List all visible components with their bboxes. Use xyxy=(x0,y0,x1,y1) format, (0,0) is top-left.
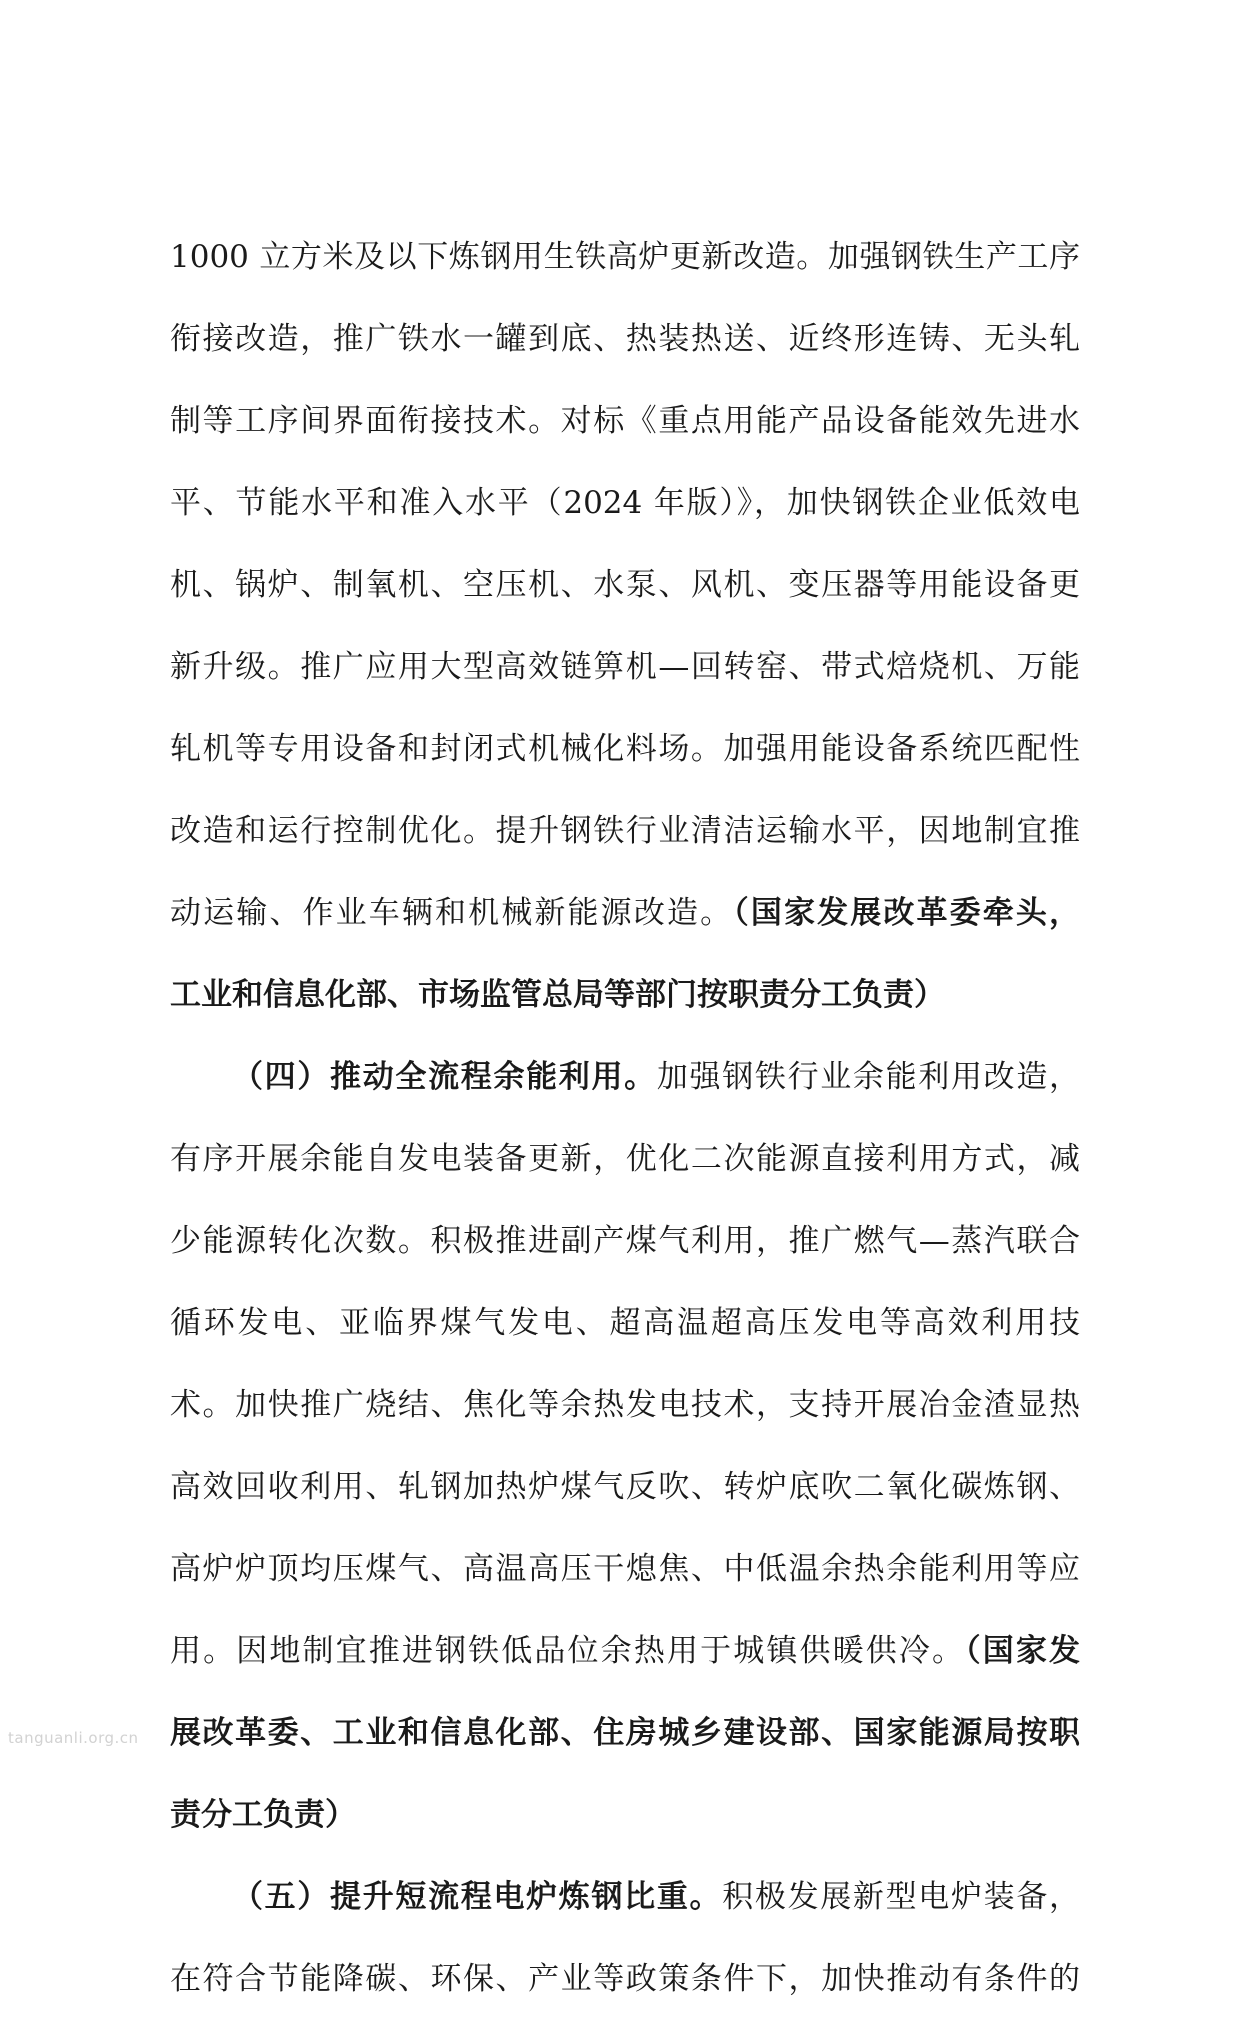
section-heading: （五）提升短流程电炉炼钢比重。 xyxy=(232,1879,723,1915)
text-line: 术。加快推广烧结、焦化等余热发电技术，支持开展冶金渣显热 xyxy=(170,1387,1080,1423)
text-line: 轧机等专用设备和封闭式机械化料场。加强用能设备系统匹配性 xyxy=(170,731,1080,767)
section-heading: （四）推动全流程余能利用。 xyxy=(232,1059,657,1095)
text-line: 新升级。推广应用大型高效链箅机—回转窑、带式焙烧机、万能 xyxy=(170,649,1080,685)
watermark-text: tanguanli.org.cn xyxy=(8,1729,139,1747)
text-line: 衔接改造，推广铁水一罐到底、热装热送、近终形连铸、无头轧 xyxy=(170,321,1080,357)
text-line xyxy=(170,872,1080,954)
responsibility-note: （国家发 xyxy=(965,1633,1080,1669)
text-line: 1000 立方米及以下炼钢用生铁高炉更新改造。加强钢铁生产工序 xyxy=(170,239,1080,275)
line-text-regular: 积极发展新型电炉装备， xyxy=(722,1879,1081,1915)
responsibility-note: （国家发展改革委牵头， xyxy=(733,895,1080,931)
text-line: 改造和运行控制优化。提升钢铁行业清洁运输水平，因地制宜推 xyxy=(170,813,1080,849)
responsibility-note: 展改革委、工业和信息化部、住房城乡建设部、国家能源局按职 xyxy=(170,1715,1080,1751)
section-heading-line xyxy=(170,1036,1080,1118)
text-line: 在符合节能降碳、环保、产业等政策条件下，加快推动有条件的 xyxy=(170,1961,1080,1997)
text-line: 机、锅炉、制氧机、空压机、水泵、风机、变压器等用能设备更 xyxy=(170,567,1080,603)
text-line: 有序开展余能自发电装备更新，优化二次能源直接利用方式，减 xyxy=(170,1141,1080,1177)
responsibility-note: 责分工负责） xyxy=(170,1797,356,1833)
responsibility-note: 工业和信息化部、市场监管总局等部门按职责分工负责） xyxy=(170,977,945,1013)
line-text-regular: 加强钢铁行业余能利用改造， xyxy=(656,1059,1081,1095)
text-line: 高效回收利用、轧钢加热炉煤气反吹、转炉底吹二氧化碳炼钢、 xyxy=(170,1469,1080,1505)
text-line: 循环发电、亚临界煤气发电、超高温超高压发电等高效利用技 xyxy=(170,1305,1080,1341)
document-body xyxy=(170,216,1080,2020)
line-text-regular: 动运输、作业车辆和机械新能源改造。 xyxy=(170,895,734,931)
text-line: 高炉炉顶均压煤气、高温高压干熄焦、中低温余热余能利用等应 xyxy=(170,1551,1080,1587)
text-line: 制等工序间界面衔接技术。对标《重点用能产品设备能效先进水 xyxy=(170,403,1080,439)
section-heading-line xyxy=(170,1856,1080,1938)
text-line xyxy=(170,1610,1080,1692)
text-line: 少能源转化次数。积极推进副产煤气利用，推广燃气—蒸汽联合 xyxy=(170,1223,1080,1259)
text-line: 平、节能水平和准入水平（2024 年版）》，加快钢铁企业低效电 xyxy=(170,485,1080,521)
line-text-regular: 用。因地制宜推进钢铁低品位余热用于城镇供暖供冷。 xyxy=(170,1633,966,1669)
